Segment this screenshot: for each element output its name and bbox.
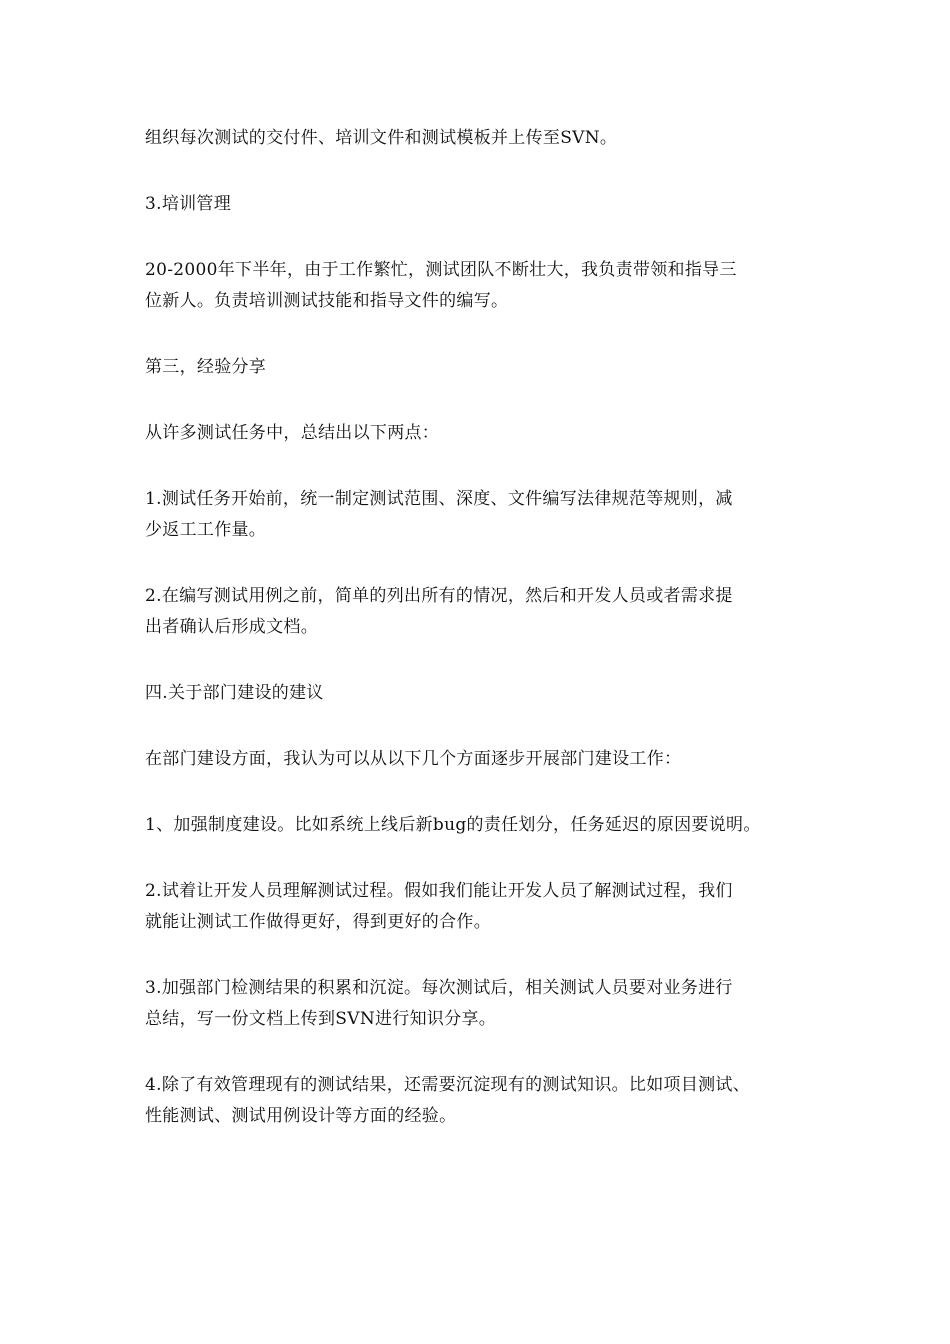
paragraph-summary-intro xyxy=(145,418,825,449)
heading-department-suggestions xyxy=(145,678,825,709)
text-line: 就能让测试工作做得更好，得到更好的合作。 xyxy=(145,912,491,932)
paragraph-suggestion-3 xyxy=(145,973,825,1035)
heading-experience-sharing xyxy=(145,352,825,383)
paragraph-upload-svn xyxy=(145,123,825,154)
text-line: 1.测试任务开始前，统一制定测试范围、深度、文件编写法律规范等规则，减 xyxy=(145,489,733,509)
paragraph-point-2 xyxy=(145,581,825,643)
document-body xyxy=(145,123,825,1132)
text-line: 总结，写一份文档上传到SVN进行知识分享。 xyxy=(145,1009,497,1029)
text-line: 出者确认后形成文档。 xyxy=(145,617,318,637)
paragraph-suggestion-2 xyxy=(145,876,825,938)
text-line: 2.在编写测试用例之前，简单的列出所有的情况，然后和开发人员或者需求提 xyxy=(145,586,733,606)
paragraph-suggestion-1 xyxy=(145,810,825,841)
text-line: 2.试着让开发人员理解测试过程。假如我们能让开发人员了解测试过程，我们 xyxy=(145,881,733,901)
paragraph-suggestion-4 xyxy=(145,1070,825,1132)
paragraph-training-newcomers xyxy=(145,255,825,317)
text-line: 4.除了有效管理现有的测试结果，还需要沉淀现有的测试知识。比如项目测试、 xyxy=(145,1075,751,1095)
paragraph-point-1 xyxy=(145,484,825,546)
text-line: 20-2000年下半年，由于工作繁忙，测试团队不断壮大，我负责带领和指导三 xyxy=(145,260,737,280)
text-line: 位新人。负责培训测试技能和指导文件的编写。 xyxy=(145,291,509,311)
text-line: 从许多测试任务中，总结出以下两点： xyxy=(145,423,440,443)
text-line: 3.加强部门检测结果的积累和沉淀。每次测试后，相关测试人员要对业务进行 xyxy=(145,978,733,998)
paragraph-suggestions-intro xyxy=(145,744,825,775)
text-line: 四.关于部门建设的建议 xyxy=(145,683,324,703)
text-line: 3.培训管理 xyxy=(145,194,232,214)
text-line: 在部门建设方面，我认为可以从以下几个方面逐步开展部门建设工作： xyxy=(145,749,682,769)
text-line: 1、加强制度建设。比如系统上线后新bug的责任划分，任务延迟的原因要说明。 xyxy=(145,815,761,835)
text-line: 性能测试、测试用例设计等方面的经验。 xyxy=(145,1106,457,1126)
text-line: 少返工工作量。 xyxy=(145,520,267,540)
text-line: 组织每次测试的交付件、培训文件和测试模板并上传至SVN。 xyxy=(145,128,618,148)
heading-training-management xyxy=(145,189,825,220)
text-line: 第三，经验分享 xyxy=(145,357,267,377)
